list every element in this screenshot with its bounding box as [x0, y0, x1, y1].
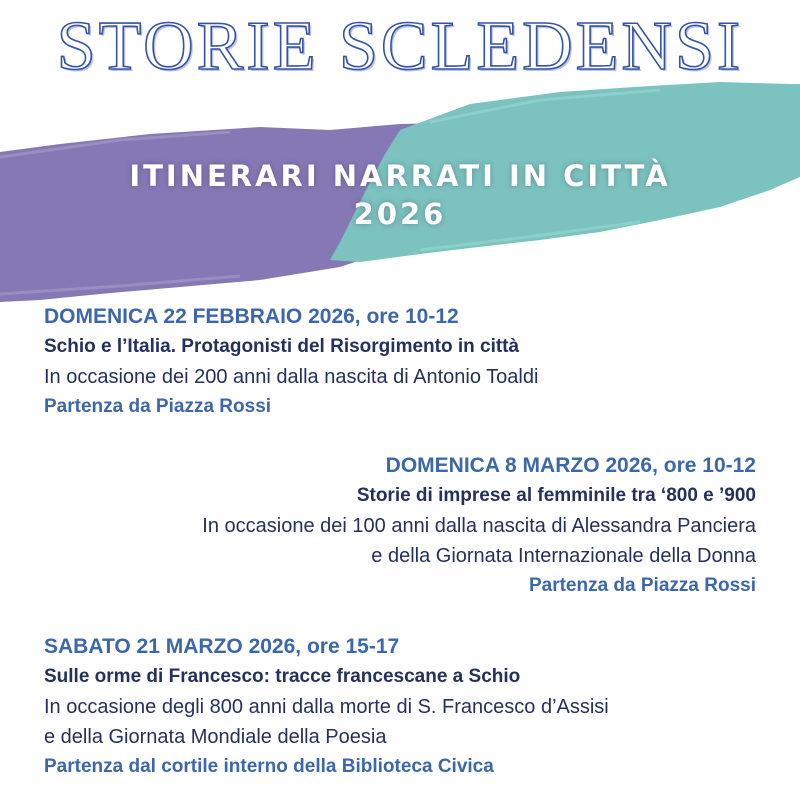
event-description: e della Giornata Internazionale della Donna — [371, 545, 756, 567]
event-2 — [44, 451, 756, 601]
event-3 — [44, 632, 756, 782]
event-title: Storie di imprese al femminile tra ‘800 e ’900 — [356, 485, 756, 506]
event-date: DOMENICA 8 MARZO 2026, ore 10-12 — [385, 454, 756, 477]
subtitle-line-1: ITINERARI NARRATI IN CITTÀ — [129, 159, 671, 193]
event-date: DOMENICA 22 FEBBRAIO 2026, ore 10-12 — [44, 305, 459, 328]
event-start-location: Partenza da Piazza Rossi — [44, 396, 272, 417]
event-description: In occasione dei 100 anni dalla nascita di Alessandra Panciera — [202, 515, 756, 537]
event-start-location: Partenza da Piazza Rossi — [528, 575, 756, 596]
event-start-location: Partenza dal cortile interno della Biblioteca Civica — [44, 756, 494, 777]
page-title: STORIE SCLEDENSI — [56, 8, 744, 85]
event-date: SABATO 21 MARZO 2026, ore 15-17 — [44, 635, 400, 658]
event-title: Sulle orme di Francesco: tracce francescane a Schio — [44, 666, 521, 687]
event-1 — [44, 302, 756, 422]
subtitle-year: 2026 — [353, 197, 447, 231]
event-title: Schio e l’Italia. Protagonisti del Risorgimento in città — [44, 336, 520, 357]
event-description: In occasione degli 800 anni dalla morte di S. Francesco d’Assisi — [44, 696, 609, 718]
event-description: In occasione dei 200 anni dalla nascita di Antonio Toaldi — [44, 366, 539, 388]
event-description: e della Giornata Mondiale della Poesia — [44, 726, 387, 748]
subtitle — [0, 157, 800, 233]
